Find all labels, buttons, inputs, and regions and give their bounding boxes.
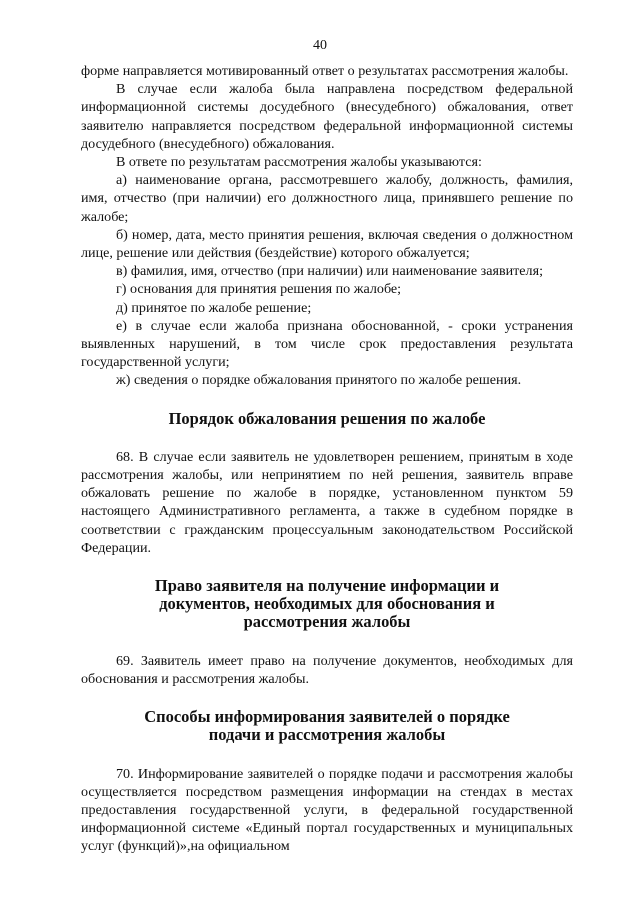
section-heading-appeal-procedure: Порядок обжалования решения по жалобе bbox=[168, 408, 486, 428]
list-item-a: а) наименование органа, рассмотревшего жалобу, должность, фамилия, имя, отчество (при наличии) его должностного лица, принявшего решение по жалобе; bbox=[81, 172, 573, 225]
page-number: 40 bbox=[313, 38, 327, 53]
paragraph-federal-system: В случае если жалоба была направлена посредством федеральной информационной системы досудебного (внесудебного) обжалования, ответ заявителю направляется посредством федеральной информационной системы досудебного (внесудебного) обжалования. bbox=[81, 81, 573, 152]
paragraph-response-contents: В ответе по результатам рассмотрения жалобы указываются: bbox=[116, 154, 482, 171]
section-heading-informing-methods: Способы информирования заявителей о порядке подачи и рассмотрения жалобы bbox=[144, 707, 510, 745]
list-item-zh: ж) сведения о порядке обжалования принятого по жалобе решения. bbox=[116, 372, 522, 389]
paragraph-70: 70. Информирование заявителей о порядке подачи и рассмотрения жалобы осуществляется посредством размещения информации на стендах в местах предоставления государственной услуги, в федеральной государственной информационной системе «Единый портал государственных и муниципальных услуг (функций)»,на официальном bbox=[81, 765, 573, 855]
paragraph-69: 69. Заявитель имеет право на получение документов, необходимых для обоснования и рассмотрения жалобы. bbox=[81, 652, 573, 687]
list-item-g: г) основания для принятия решения по жалобе; bbox=[116, 281, 402, 298]
list-item-d: д) принятое по жалобе решение; bbox=[116, 299, 312, 316]
paragraph-68: 68. В случае если заявитель не удовлетворен решением, принятым в ходе рассмотрения жалобы, или непринятием по ней решения, заявитель вправе обжаловать решение по жалобе в порядке, установленном пунктом 59 настоящего Административного регламента, а также в судебном порядке в соответствии с гражданским процессуальным законодательством Российской Федерации. bbox=[81, 448, 573, 556]
document-body bbox=[81, 62, 573, 856]
section-heading-right-to-information: Право заявителя на получение информации и документов, необходимых для обоснования и рассмотрения жалобы bbox=[154, 576, 500, 632]
list-item-e: е) в случае если жалоба признана обоснованной, - сроки устранения выявленных нарушений, в том числе срок предоставления результата государственной услуги; bbox=[81, 317, 573, 371]
list-item-v: в) фамилия, имя, отчество (при наличии) или наименование заявителя; bbox=[116, 263, 543, 280]
paragraph-continuation: форме направляется мотивированный ответ о результатах рассмотрения жалобы. bbox=[81, 63, 569, 79]
list-item-b: б) номер, дата, место принятия решения, включая сведения о должностном лице, решение или действия (бездействие) которого обжалуется; bbox=[81, 226, 573, 262]
